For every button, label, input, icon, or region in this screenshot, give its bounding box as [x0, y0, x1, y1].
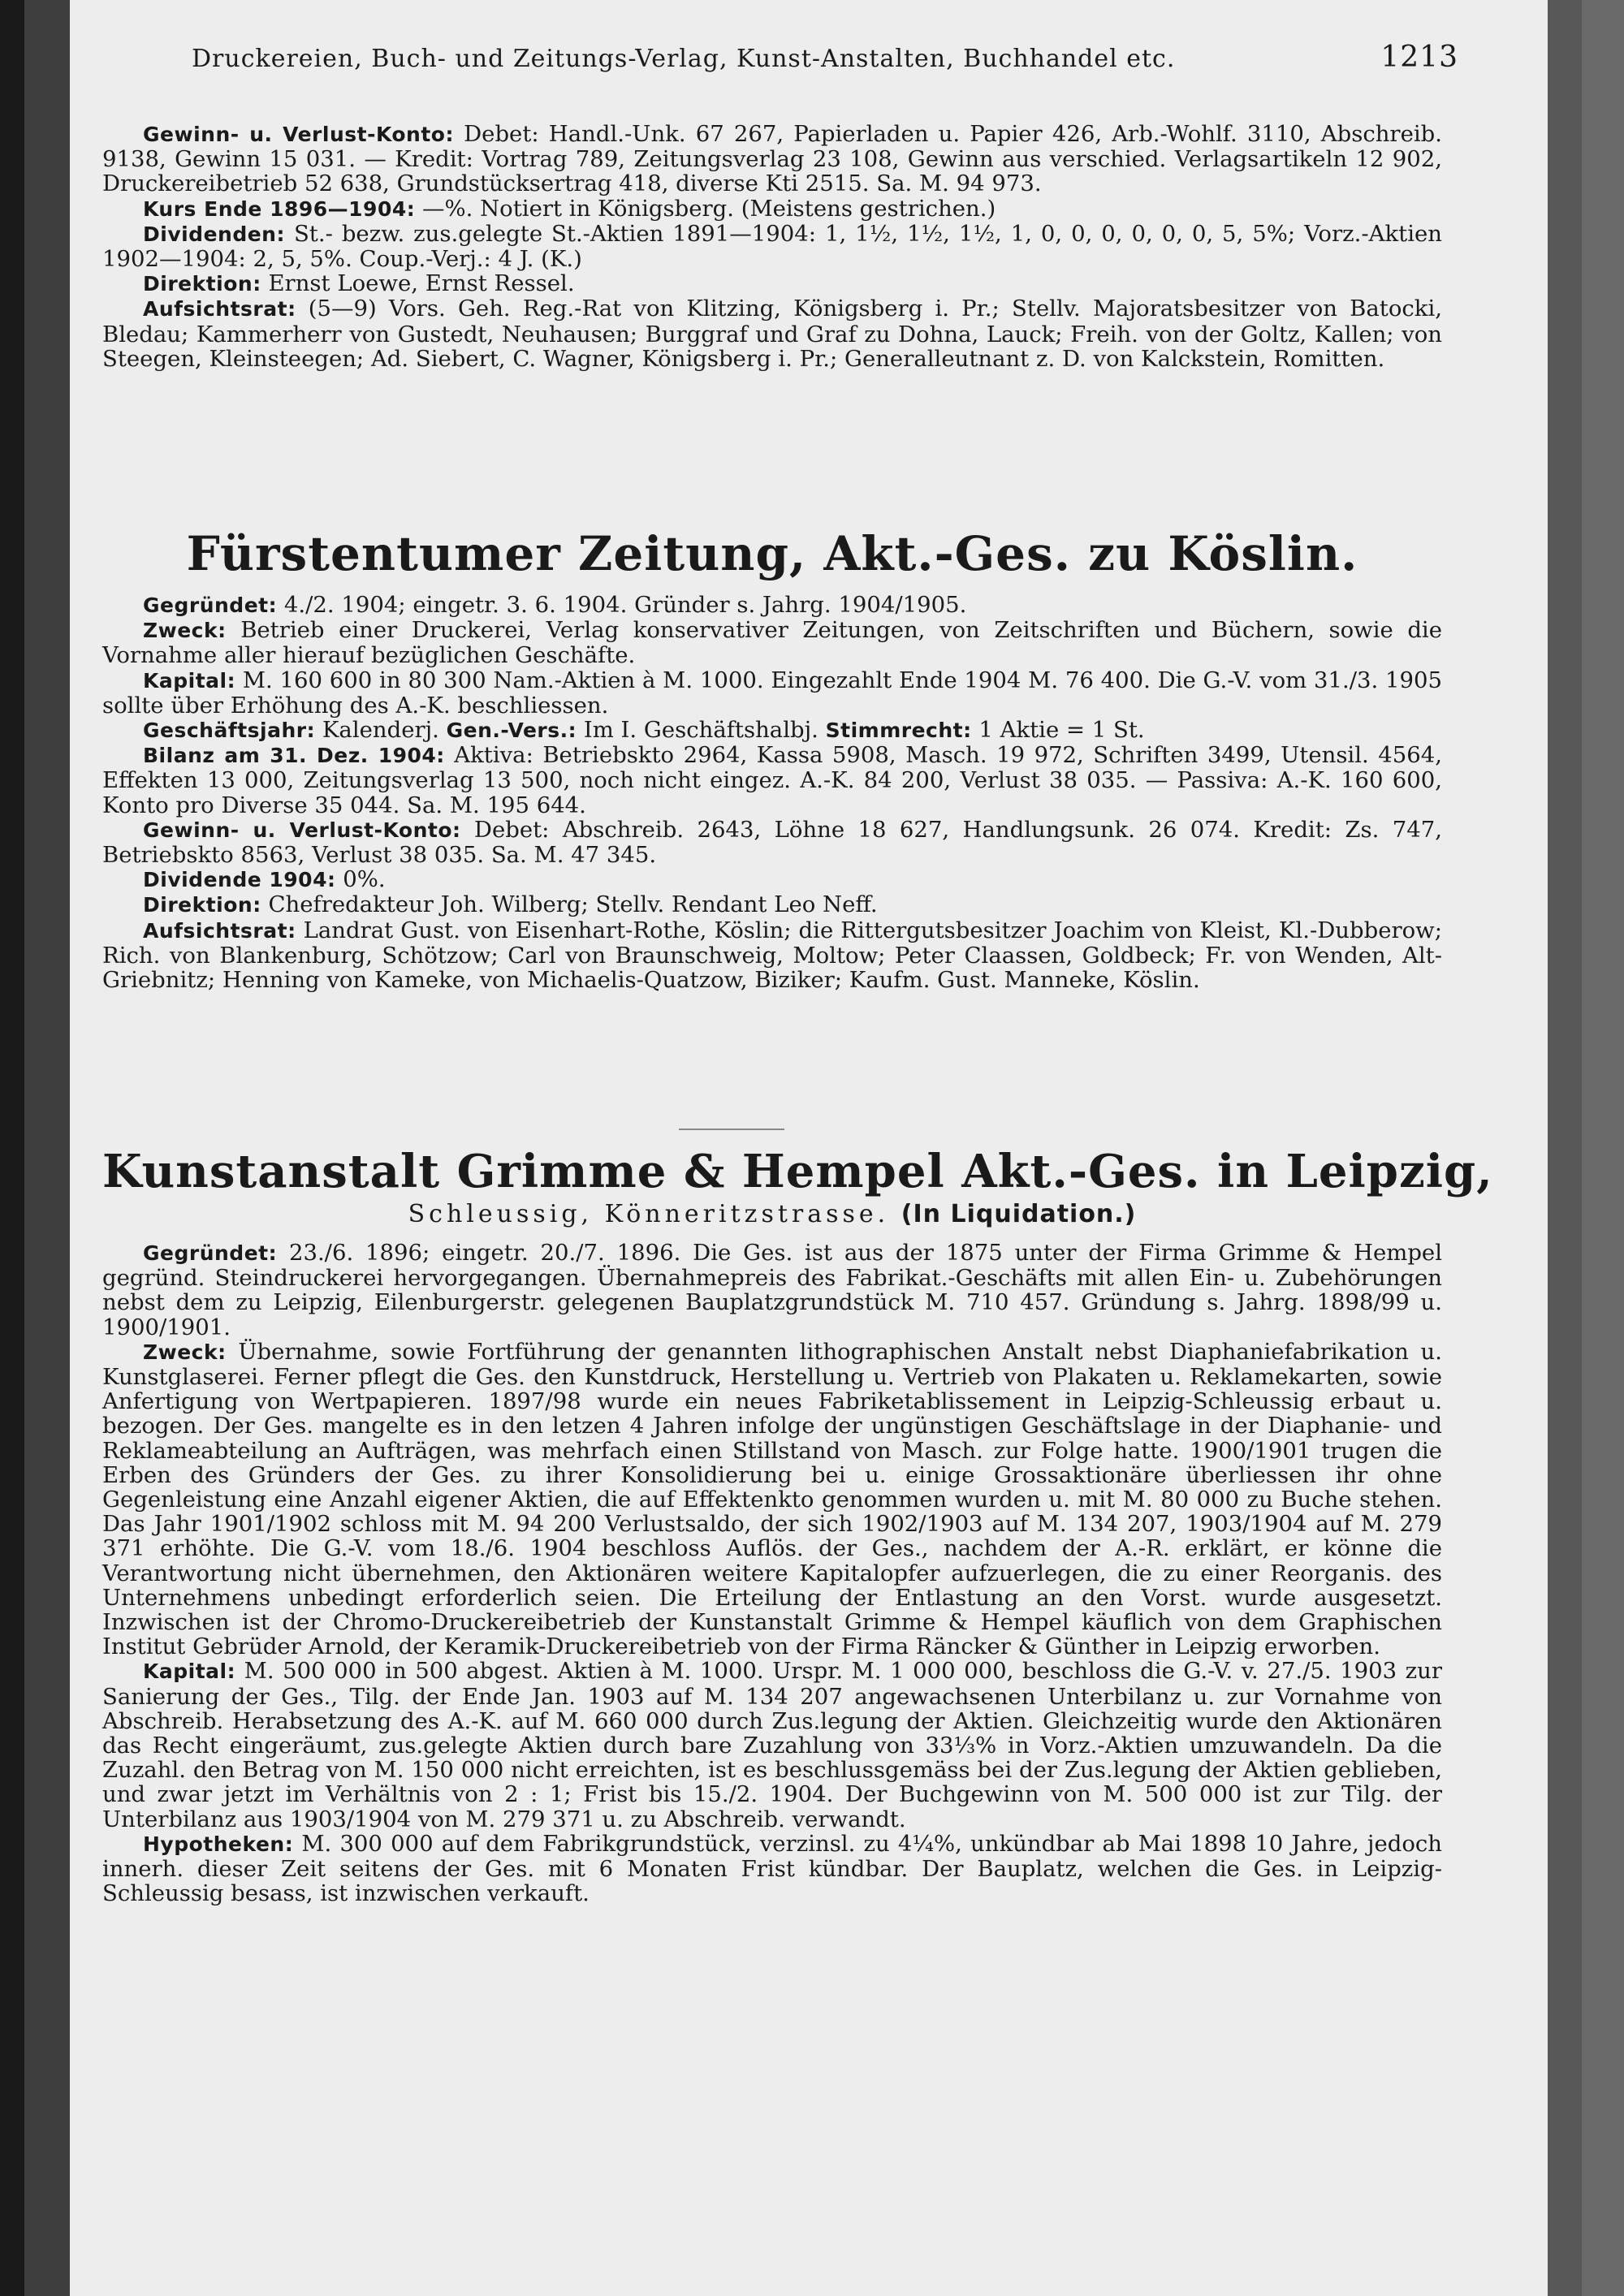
text-gegruendet-leipzig: 23./6. 1896; eingetr. 20./7. 1896. Die Ges. ist aus der 1875 unter der Firma Grimme & Hempel gegründ. Steindruckerei hervorgegangen. Übernahmepreis des Fabrikat.-Geschäfts mit allen Ein- u. Zubehörungen nebst dem zu Leipzig, Eilenburgerstr. gelegenen Bauplatzgrundstück M. 710 457. Gründung s. Jahrg. 1898/99 u. 1900/1901.: [102, 1240, 1442, 1340]
entry-zweck-leipzig: [102, 1340, 1442, 1659]
label-kapital-leipzig: Kapital:: [143, 1659, 236, 1684]
text-hypotheken: M. 300 000 auf dem Fabrikgrundstück, verzinsl. zu 4¼%, unkündbar ab Mai 1898 10 Jahre, jedoch innerh. dieser Zeit seitens der Ges. mit 6 Monaten Frist kündbar. Der Bauplatz, welchen die Ges. in Leipzig-Schleussig besass, ist inzwischen verkauft.: [102, 1830, 1442, 1907]
entry-kapital-leipzig: [102, 1659, 1442, 1831]
text-dividende: 0%.: [343, 866, 386, 893]
entry-gewinn-verlust: [102, 122, 1442, 196]
label-gen-vers: Gen.-Vers.:: [446, 719, 577, 743]
section-subtitle-leipzig: [102, 1200, 1442, 1228]
entry-bilanz: [102, 743, 1442, 818]
text-kapital-leipzig: M. 500 000 in 500 abgest. Aktien à M. 1000. Urspr. M. 1 000 000, beschloss die G.-V. v. 27./5. 1903 zur Sanierung der Ges., Tilg. der Ende Jan. 1903 auf M. 134 207 angewachsenen Unterbilanz u. zur Vornahme von Abschreib. Herabsetzung des A.-K. auf M. 660 000 durch Zus.legung der Aktien. Gleichzeitig wurde den Aktionären das Recht eingeräumt, zus.gelegte Aktien durch bare Zuzahlung von 33⅓% in Vorz.-Aktien umzuwandeln. Da die Zuzahl. den Betrag von M. 150 000 nicht erreichten, ist es beschlussgemäss bei der Zus.legung der Aktien geblieben, und zwar jetzt im Verhältnis von 2 : 1; Frist bis 15./2. 1904. Der Buchgewinn von M. 500 000 ist zur Tilg. der Unterbilanz aus 1903/1904 von M. 279 371 u. zu Abschreib. verwandt.: [102, 1658, 1443, 1832]
text-bilanz: Aktiva: Betriebskto 2964, Kassa 5908, Masch. 19 972, Schriften 3499, Utensil. 4564, Effekten 13 000, Zeitungsverlag 13 500, noch nicht eingez. A.-K. 84 200, Verlust 38 035. — Passiva: A.-K. 160 600, Konto pro Diverse 35 044. Sa. M. 195 644.: [102, 742, 1442, 818]
section-previous-continuation: [102, 122, 1442, 371]
entry-gegruendet-leipzig: [102, 1241, 1442, 1340]
text-direktion-koeslin: Chefredakteur Joh. Wilberg; Stellv. Rendant Leo Neff.: [268, 891, 878, 918]
page-number: 1213: [1380, 41, 1458, 74]
text-aufsichtsrat-koeslin: Landrat Gust. von Eisenhart-Rothe, Köslin; die Rittergutsbesitzer Joachim von Kleist, Kl.-Dubberow; Rich. von Blankenburg, Schötzow; Carl von Braunschweig, Moltow; Peter Claassen, Goldbeck; Fr. von Wenden, Alt-Griebnitz; Henning von Kameke, von Michaelis-Quatzow, Biziker; Kaufm. Gust. Manneke, Köslin.: [102, 917, 1442, 994]
text-gegruendet: 4./2. 1904; eingetr. 3. 6. 1904. Gründer s. Jahrg. 1904/1905.: [283, 592, 967, 618]
entry-dividenden: [102, 222, 1442, 271]
entry-gegruendet: [102, 593, 1442, 618]
label-dividenden: Dividenden:: [143, 222, 285, 246]
entry-geschaeftsjahr: [102, 718, 1442, 743]
entry-kapital: [102, 668, 1442, 718]
entry-dividende: [102, 867, 1442, 892]
text-gen-vers: Im I. Geschäftshalbj.: [583, 717, 818, 744]
text-kurs: —%. Notiert in Königsberg. (Meistens gestrichen.): [421, 195, 996, 222]
text-zweck: Betrieb einer Druckerei, Verlag konservativer Zeitungen, von Zeitschriften und Büchern, sowie die Vornahme aller hierauf bezüglichen Geschäfte.: [102, 617, 1443, 669]
label-hypotheken: Hypotheken:: [143, 1832, 294, 1856]
text-stimmrecht: 1 Aktie = 1 St.: [978, 717, 1145, 744]
label-gegruendet-leipzig: Gegründet:: [143, 1241, 278, 1265]
label-dividende: Dividende 1904:: [143, 868, 336, 892]
text-kapital: M. 160 600 in 80 300 Nam.-Aktien à M. 1000. Eingezahlt Ende 1904 M. 76 400. Die G.-V. vom 31./3. 1905 sollte über Erhöhung des A.-K. beschliessen.: [102, 667, 1442, 719]
label-bilanz: Bilanz am 31. Dez. 1904:: [143, 744, 445, 768]
book-gutter: [24, 0, 70, 2296]
document-page: [70, 0, 1548, 2296]
text-direktion: Ernst Loewe, Ernst Ressel.: [268, 270, 575, 297]
entry-aufsichtsrat: [102, 296, 1442, 371]
entry-zweck: [102, 618, 1442, 667]
page-edge-right-outer: [1582, 0, 1624, 2296]
label-zweck: Zweck:: [143, 619, 227, 643]
entry-kurs: [102, 196, 1442, 222]
address-leipzig: Schleussig, Könneritzstrasse.: [408, 1200, 890, 1228]
entry-direktion-koeslin: [102, 892, 1442, 917]
label-gegruendet: Gegründet:: [143, 593, 278, 617]
text-aufsichtsrat: (5—9) Vors. Geh. Reg.-Rat von Klitzing, Königsberg i. Pr.; Stellv. Majoratsbesitzer von Batocki, Bledau; Kammerherr von Gustedt, Neuhausen; Burggraf und Graf zu Dohna, Lauck; Freih. von der Goltz, Kallen; von Steegen, Kleinsteegen; Ad. Siebert, C. Wagner, Königsberg i. Pr.; Generalleutnant z. D. von Kalckstein, Romitten.: [102, 296, 1442, 372]
label-stimmrecht: Stimmrecht:: [825, 719, 972, 743]
liquidation-note: (In Liquidation.): [901, 1200, 1137, 1228]
section-title-leipzig: Kunstanstalt Grimme & Hempel Akt.-Ges. in Leipzig,: [102, 1145, 1493, 1198]
entry-direktion: [102, 271, 1442, 296]
label-kapital: Kapital:: [143, 668, 236, 693]
entry-aufsichtsrat-koeslin: [102, 918, 1442, 993]
text-dividenden: St.- bezw. zus.gelegte St.-Aktien 1891—1904: 1, 1½, 1½, 1½, 1, 0, 0, 0, 0, 0, 0, 5, 5%; Vorz.-Aktien 1902—1904: 2, 5, 5%. Coup.-Verj.: 4 J. (K.): [102, 220, 1442, 273]
label-gewinn-verlust: Gewinn- u. Verlust-Konto:: [143, 123, 454, 146]
section-leipzig-body: [102, 1241, 1442, 1905]
label-geschaeftsjahr: Geschäftsjahr:: [143, 719, 316, 743]
label-gewinn-verlust-koeslin: Gewinn- u. Verlust-Konto:: [143, 818, 461, 842]
book-spine-shadow: [0, 0, 24, 2296]
label-kurs: Kurs Ende 1896—1904:: [143, 196, 416, 221]
text-gewinn-verlust-koeslin: Debet: Abschreib. 2643, Löhne 18 627, Handlungsunk. 26 074. Kredit: Zs. 747, Betriebskto 8563, Verlust 38 035. Sa. M. 47 345.: [102, 816, 1443, 869]
label-zweck-leipzig: Zweck:: [143, 1340, 227, 1364]
section-title-koeslin: Fürstentumer Zeitung, Akt.-Ges. zu Köslin.: [186, 526, 1358, 581]
text-gewinn-verlust: Debet: Handl.-Unk. 67 267, Papierladen u. Papier 426, Arb.-Wohlf. 3110, Abschreib. 9138, Gewinn 15 031. — Kredit: Vortrag 789, Zeitungsverlag 23 108, Gewinn aus verschied. Verlagsartikeln 12 902, Druckereibetrieb 52 638, Grundstücksertrag 418, diverse Kti 2515. Sa. M. 94 973.: [102, 121, 1442, 197]
entry-gewinn-verlust-koeslin: [102, 818, 1442, 867]
text-geschaeftsjahr: Kalenderj.: [322, 717, 439, 744]
label-direktion-koeslin: Direktion:: [143, 893, 261, 917]
section-koeslin-body: [102, 593, 1442, 992]
running-title: Druckereien, Buch- und Zeitungs-Verlag, Kunst-Anstalten, Buchhandel etc.: [192, 45, 1176, 73]
label-direktion: Direktion:: [143, 272, 261, 296]
entry-hypotheken: [102, 1832, 1442, 1906]
section-divider: [679, 1129, 784, 1130]
text-zweck-leipzig: Übernahme, sowie Fortführung der genannten lithographischen Anstalt nebst Diaphaniefabrikation u. Kunstglaserei. Ferner pflegt die Ges. den Kunstdruck, Herstellung u. Vertrieb von Plakaten u. Reklamekarten, sowie Anfertigung von Wertpapieren. 1897/98 wurde ein neues Fabriketablissement in Leipzig-Schleussig erbaut u. bezogen. Der Ges. mangelte es in den letzen 4 Jahren infolge der ungünstigen Geschäftslage in der Diaphanie- und Reklameabteilung an Aufträgen, was mehrfach einen Stillstand von Masch. zur Folge hatte. 1900/1901 trugen die Erben des Gründers der Ges. zu ihrer Konsolidierung bei u. einige Grossaktionäre überliessen ihr ohne Gegenleistung eine Anzahl eigener Aktien, die auf Effektenkto genommen wurden u. mit M. 80 000 zu Buche stehen. Das Jahr 1901/1902 schloss mit M. 94 200 Verlustsaldo, der sich 1902/1903 auf M. 134 207, 1903/1904 auf M. 279 371 erhöhte. Die G.-V. vom 18./6. 1904 beschloss Auflös. der Ges., nachdem der A.-R. erklärt, er könne die Verantwortung nicht übernehmen, den Aktionären weitere Kapitalopfer aufzuerlegen, die zu einer Reorganis. des Unternehmens unbedingt erforderlich seien. Die Erteilung der Entlastung an den Vorst. wurde ausgesetzt. Inzwischen ist der Chromo-Druckereibetrieb der Kunstanstalt Grimme & Hempel käuflich von dem Graphischen Institut Gebrüder Arnold, der Keramik-Druckereibetrieb von der Firma Räncker & Günther in Leipzig erworben.: [102, 1338, 1442, 1660]
label-aufsichtsrat-koeslin: Aufsichtsrat:: [143, 918, 296, 943]
label-aufsichtsrat: Aufsichtsrat:: [143, 297, 296, 322]
running-header: [192, 41, 1458, 74]
